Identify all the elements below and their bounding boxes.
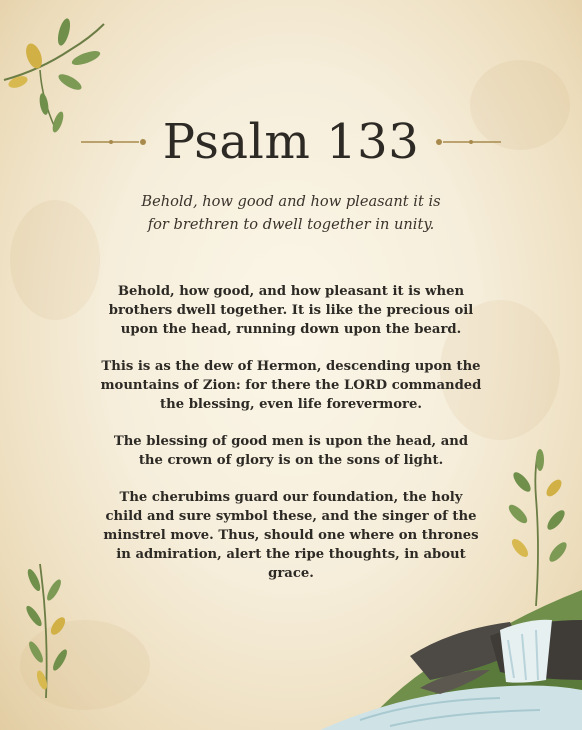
flourish-icon bbox=[433, 136, 501, 148]
subtitle-line: Behold, how good and how pleasant it is bbox=[141, 193, 441, 210]
verse-paragraph: Behold, how good, and how pleasant it is when brothers dwell together. It is like the precious oil upon the head, running down upon the beard. bbox=[108, 284, 474, 337]
page-title: Psalm 133 bbox=[162, 114, 420, 170]
flourish-icon bbox=[81, 136, 149, 148]
title-row bbox=[0, 112, 582, 172]
verse-list bbox=[100, 282, 482, 601]
verse-paragraph: The cherubims guard our foundation, the holy child and sure symbol these, and the singer of the minstrel move. Thus, should one where on thrones in admiration, alert the ripe thoughts, in about grace. bbox=[103, 490, 479, 581]
leaf-branch-icon bbox=[18, 560, 88, 700]
subtitle bbox=[60, 190, 522, 236]
verse-paragraph: The blessing of good men is upon the head, and the crown of glory is on the sons of light. bbox=[113, 434, 469, 468]
subtitle-line: for brethren to dwell together in unity. bbox=[147, 216, 435, 233]
verse-paragraph: This is as the dew of Hermon, descending upon the mountains of Zion: for there the LORD commanded the blessing, even life forevermore. bbox=[100, 359, 482, 412]
